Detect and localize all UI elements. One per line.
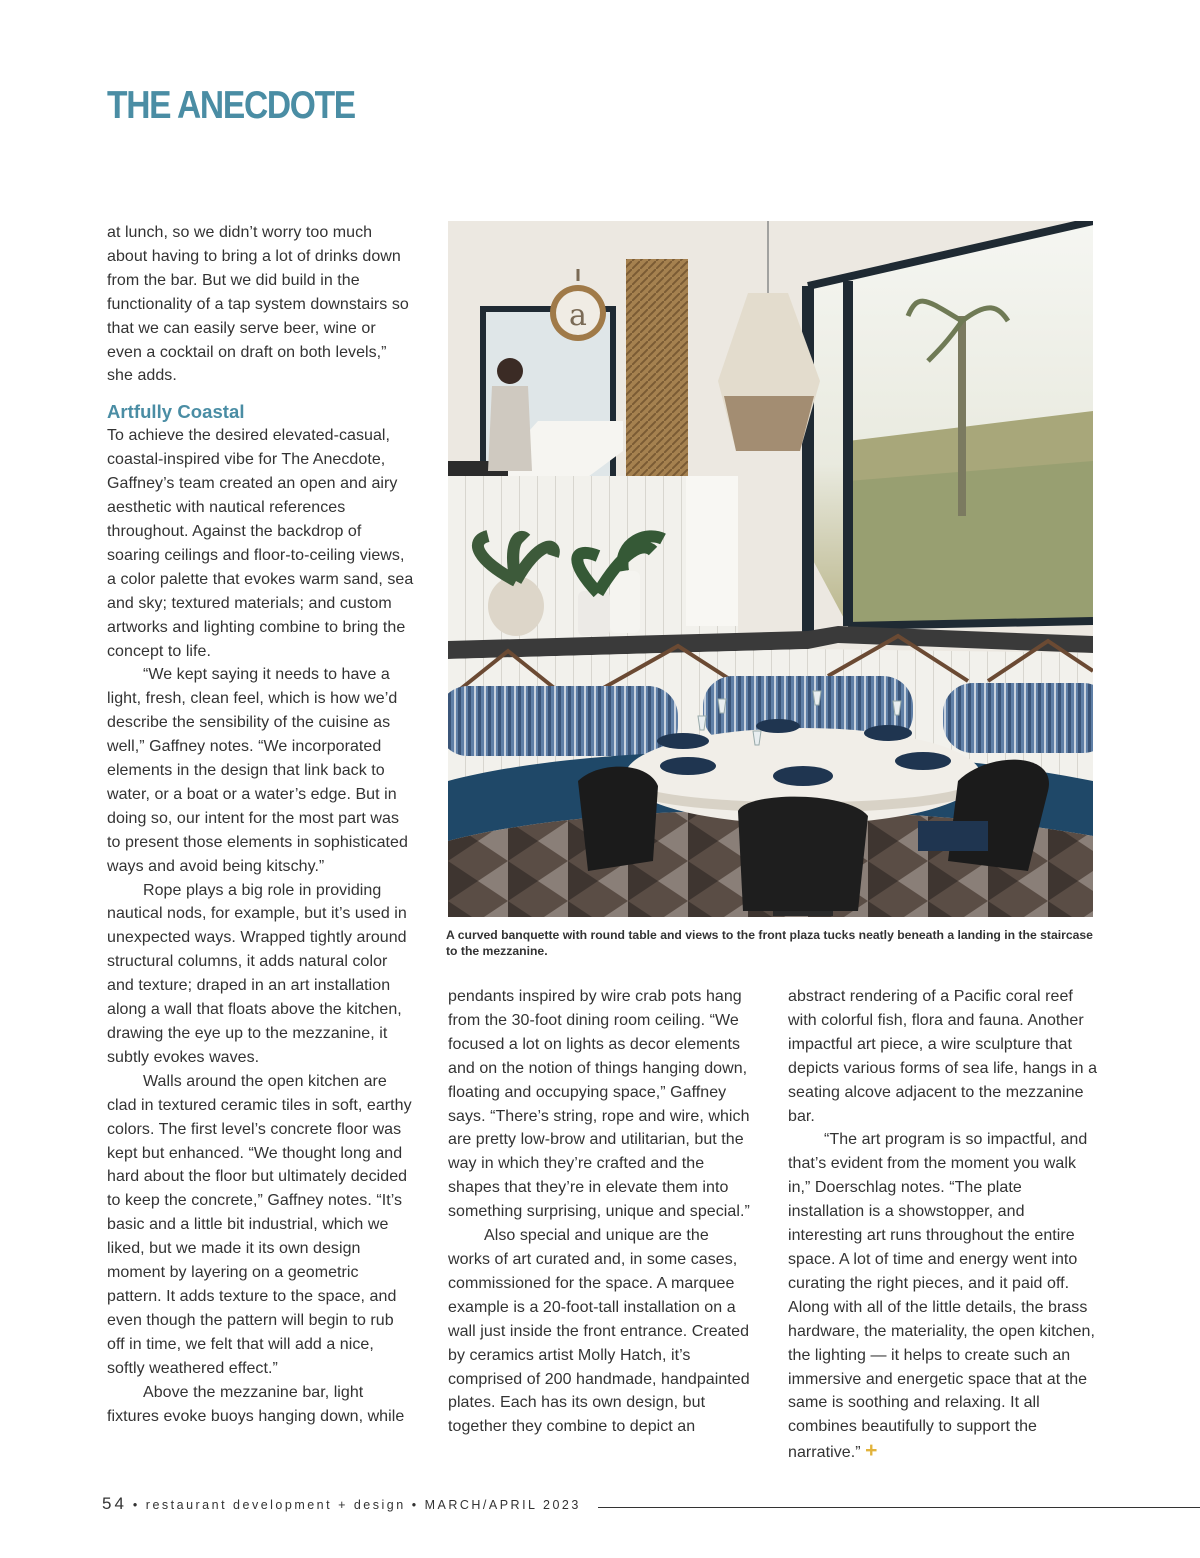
footer-rule: [598, 1507, 1200, 1508]
paragraph-text: “The art program is so impactful, and that’s evident from the moment you walk in,” Doerschlag notes. “The plate installation is a showstopper, and interesting art runs throughout the entire space. A lot of time and energy went into curating the right pieces, and it paid off. Along with all of the little details, the brass hardware, the materiality, the open kitchen, the lighting — it helps to create such an immersive and energetic space that at the same is soothing and relaxing. It all combines beautifully to support the narrative.”: [788, 1131, 1095, 1462]
footer-bullet: •: [411, 1498, 419, 1512]
issue-date: MARCH/APRIL 2023: [424, 1498, 581, 1512]
text-column-1: [107, 221, 415, 1428]
photo-caption: A curved banquette with round table and views to the front plaza tucks neatly beneath a landing in the staircase to the mezzanine.: [446, 928, 1093, 958]
publication-name: restaurant development + design: [145, 1498, 406, 1512]
paragraph: Above the mezzanine bar, light fixtures evoke buoys hanging down, while: [107, 1383, 405, 1425]
text-column-2: [448, 985, 753, 1439]
page-footer: [102, 1494, 581, 1514]
paragraph: pendants inspired by wire crab pots hang from the 30-foot dining room ceiling. “We focused a lot on lights as decor elements and on the notion of things hanging down, floating and occupying space,” Gaffney says. “There’s string, rope and wire, which are pretty low-brow and utilitarian, but the way in which they’re crafted and the shapes that they’re in elevate them into something surprising, unique and special.”: [448, 988, 750, 1221]
paragraph: Also special and unique are the works of art curated and, in some cases, commissioned for the space. A marquee example is a 20-foot-tall installation on a wall just inside the front entrance. Created by ceramics artist Molly Hatch, it’s comprised of 200 handmade, handpainted plates. Each has its own design, but together they combine to depict an: [448, 1227, 750, 1436]
paragraph: at lunch, so we didn’t worry too much about having to bring a lot of drinks down from the bar. But we did build in the functionality of a tap system downstairs so that we can easily serve beer, wine or even a cocktail on draft on both levels,” she adds.: [107, 224, 409, 385]
banquette-illustration: [448, 221, 1093, 917]
paragraph: “We kept saying it needs to have a light, fresh, clean feel, which is how we’d describe the sensibility of the cuisine as well,” Gaffney notes. “We incorporated elements in the design that link back to water, or a boat or a water’s edge. But in doing so, our intent for the most part was to present those elements in sophisticated ways and avoid being kitschy.”: [107, 666, 408, 875]
end-mark-icon: +: [865, 1439, 878, 1463]
paragraph: Rope plays a big role in providing nautical nods, for example, but it’s used in unexpected ways. Wrapped tightly around structural columns, it adds natural color and texture; draped in an art installation along a wall that floats above the kitchen, drawing the eye up to the mezzanine, it subtly evokes waves.: [107, 881, 407, 1066]
paragraph: Walls around the open kitchen are clad in textured ceramic tiles in soft, earthy colors. The first level’s concrete floor was kept but enhanced. “We thought long and hard about the floor but ultimately decided to keep the concrete,” Gaffney notes. “It’s basic and a little bit industrial, which we liked, but we made it its own design moment by layering on a geometric pattern. It adds texture to the space, and even though the pattern will begin to rub off in time, we felt that will add a nice, softly weathered effect.”: [107, 1072, 412, 1377]
restaurant-photo: [448, 221, 1093, 917]
section-title: THE ANECDOTE: [107, 84, 355, 127]
footer-bullet: •: [132, 1498, 140, 1512]
page-number: 54: [102, 1494, 127, 1513]
subhead: Artfully Coastal: [107, 401, 245, 423]
paragraph: [788, 1128, 1098, 1465]
paragraph: abstract rendering of a Pacific coral reef with colorful fish, flora and fauna. Another impactful art piece, a wire sculpture that depicts various forms of sea life, hangs in a seating alcove adjacent to the mezzanine bar.: [788, 988, 1098, 1125]
sign-letter: a: [569, 298, 587, 333]
paragraph: To achieve the desired elevated-casual, coastal-inspired vibe for The Anecdote, Gaffney’s team created an open and airy aesthetic with nautical references throughout. Against the backdrop of soaring ceilings and floor-to-ceiling views, a color palette that evokes warm sand, sea and sky; textured materials; and custom artworks and lighting combine to bring the concept to life.: [107, 427, 414, 660]
text-column-3: [788, 985, 1098, 1465]
